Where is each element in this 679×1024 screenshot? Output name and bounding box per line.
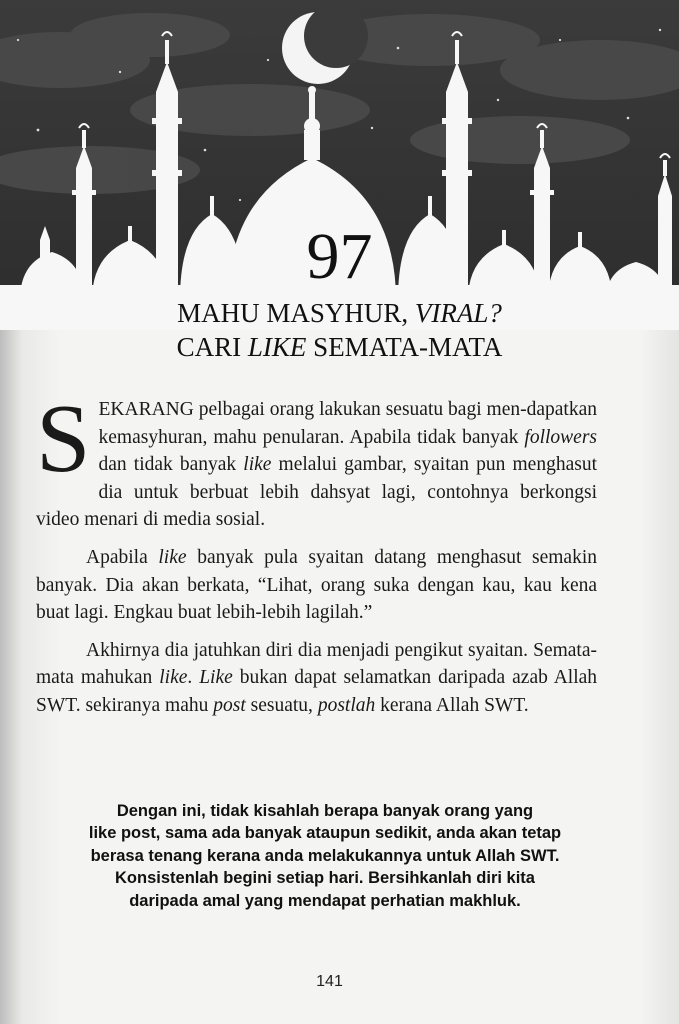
paragraph-3: Akhirnya dia jatuhkan diri dia menjadi pengikut syaitan. Semata-mata mahukan like. Like bukan dapat selamatkan daripada azab Allah SWT. sekiranya mahu post sesuatu, postlah kerana Allah SWT. bbox=[36, 639, 598, 716]
chapter-title-line-1: MAHU MASYHUR, VIRAL? bbox=[177, 298, 502, 328]
summary-line-1: Dengan ini, tidak kisahlah berapa banyak orang yang bbox=[116, 802, 534, 820]
drop-cap: S bbox=[36, 385, 91, 493]
chapter-title-line-2: CARI LIKE SEMATA-MATA bbox=[176, 332, 503, 362]
paragraph-1: SEKARANG pelbagai orang lakukan sesuatu bagi men-dapatkan kemasyhuran, mahu penularan. Apabila tidak banyak followers dan tidak banyak like melalui gambar, syaitan pun menghasut dia untuk berbuat lebih dahsyat lagi, contohnya berkongsi video menari di media sosial. bbox=[36, 385, 597, 531]
summary-line-4: Konsistenlah begini setiap hari. Bersihkanlah diri kita bbox=[115, 869, 535, 888]
chapter-number: 97 bbox=[306, 220, 373, 293]
paragraph-2: Apabila like banyak pula syaitan datang menghasut semakin banyak. Dia akan berkata, “Lihat, orang suka dengan kau, kau kena buat lagi. Engkau buat lebih-lebih lagilah.” bbox=[36, 546, 597, 624]
page-number: 141 bbox=[316, 973, 343, 990]
chapter-title bbox=[0, 296, 679, 364]
summary-line-5: daripada amal yang mendapat perhatian makhluk. bbox=[129, 891, 521, 910]
summary-line-3: berasa tenang kerana anda melakukannya untuk Allah SWT. bbox=[90, 846, 560, 865]
summary-callout bbox=[30, 800, 620, 912]
summary-line-2: like post, sama ada banyak ataupun sedikit, anda akan tetap bbox=[88, 824, 562, 843]
body-text bbox=[36, 385, 598, 720]
